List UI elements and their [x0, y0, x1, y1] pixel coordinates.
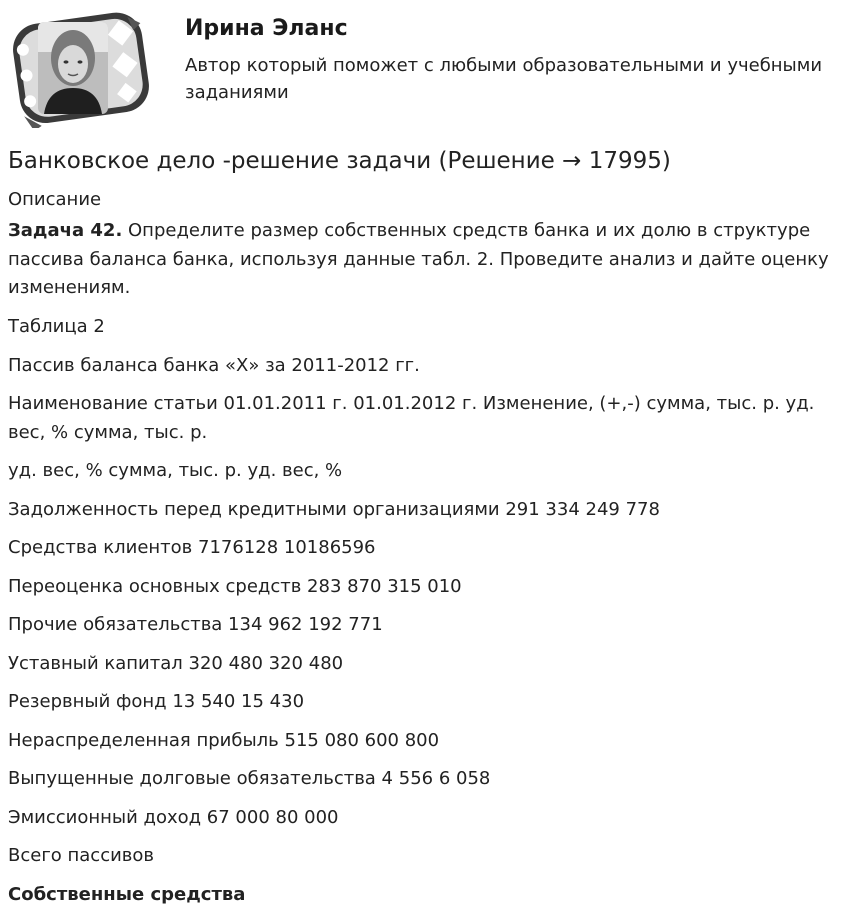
task-label: Задача 42.: [8, 220, 123, 241]
description-label: Описание: [8, 189, 102, 210]
table-row-line: Собственные средства: [8, 883, 246, 905]
task-text: Определите размер собственных средств банка и их долю в структуре пассива баланса банка, используя данные табл. 2. Проведите анализ и дайте оценку изменениям.: [8, 220, 829, 298]
author-avatar[interactable]: [8, 8, 153, 128]
table-row-line: Резервный фонд 13 540 15 430: [8, 691, 305, 712]
table-row-line: Эмиссионный доход 67 000 80 000: [8, 806, 339, 828]
table-row-line: Выпущенные долговые обязательства 4 556 6 058: [8, 768, 491, 789]
table-caption: Таблица 2: [8, 316, 105, 337]
table-text-lines: [8, 313, 843, 919]
table-title: Пассив баланса банка «Х» за 2011-2012 гг.: [8, 354, 420, 376]
table-row-line: Нераспределенная прибыль 515 080 600 800: [8, 729, 440, 751]
table-header-line: уд. вес, % сумма, тыс. р. уд. вес, %: [8, 460, 343, 481]
author-card: [8, 8, 838, 128]
author-name[interactable]: Ирина Эланс: [185, 16, 348, 41]
table-row-line: Задолженность перед кредитными организациями 291 334 249 778: [8, 498, 660, 520]
document-title: Банковское дело -решение задачи (Решение → 17995): [8, 148, 671, 174]
table-row-line: Прочие обязательства 134 962 192 771: [8, 614, 383, 635]
author-bio: Автор который поможет с любыми образовательными и учебными заданиями: [185, 55, 823, 103]
table-header-line: Наименование статьи 01.01.2011 г. 01.01.2012 г. Изменение, (+,-) сумма, тыс. р. уд. вес, % сумма, тыс. р.: [8, 393, 815, 443]
table-row-line: Уставный капитал 320 480 320 480: [8, 652, 344, 674]
task-paragraph: [8, 217, 843, 303]
table-row-line: Всего пассивов: [8, 845, 155, 866]
table-row-line: Средства клиентов 7176128 10186596: [8, 537, 376, 558]
table-row-line: Переоценка основных средств 283 870 315 010: [8, 575, 462, 597]
